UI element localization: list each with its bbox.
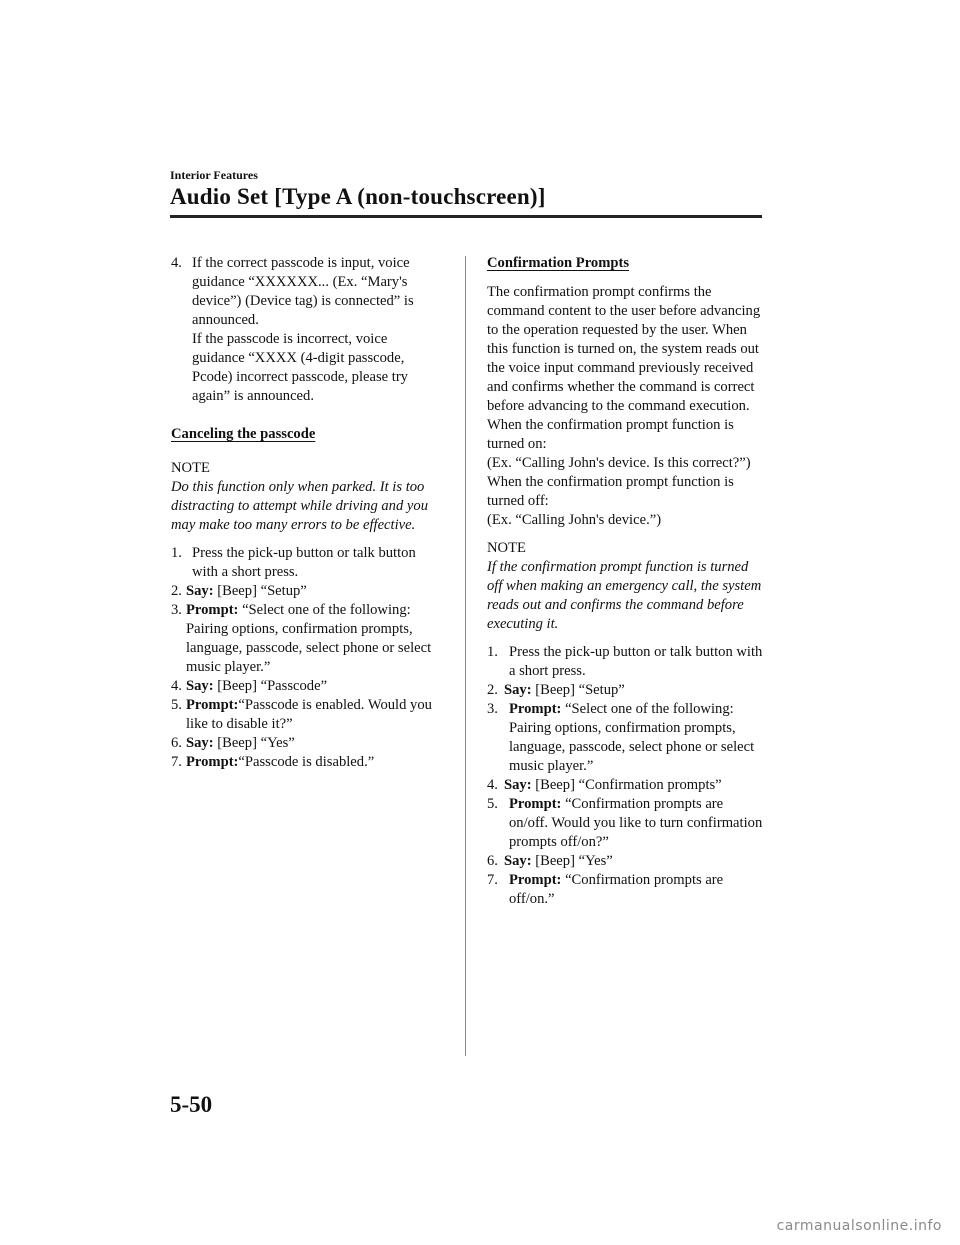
step-number: 3. bbox=[487, 701, 498, 717]
list-item bbox=[171, 582, 443, 601]
step-text-incorrect: If the passcode is incorrect, voice guidance “XXXX (4-digit passcode, Pcode) incorrect passcode, please try again” is announced. bbox=[192, 331, 408, 404]
note-text: If the confirmation prompt function is turned off when making an emergency call, the system reads out and confirms the command before executing it. bbox=[487, 559, 762, 632]
note-text: Do this function only when parked. It is too distracting to attempt while driving and you may make too many errors to be effective. bbox=[171, 479, 428, 533]
step-text: Press the pick-up button or talk button with a short press. bbox=[192, 545, 416, 580]
step-text: [Beep] “Passcode” bbox=[217, 678, 328, 694]
step-label: Say: bbox=[504, 853, 532, 869]
step-number: 5. bbox=[487, 796, 498, 812]
step-label: Say: bbox=[186, 583, 214, 599]
title-rule bbox=[170, 215, 762, 218]
list-item bbox=[487, 643, 763, 681]
step-text: “Passcode is enabled. Would you like to disable it?” bbox=[186, 697, 432, 732]
section-label: Interior Features bbox=[170, 168, 258, 182]
step-text: “Confirmation prompts are off/on.” bbox=[509, 872, 724, 907]
confirmation-steps-list bbox=[487, 643, 763, 909]
step-text: [Beep] “Setup” bbox=[217, 583, 307, 599]
step-label: Prompt: bbox=[509, 796, 562, 812]
canceling-passcode-heading: Canceling the passcode bbox=[171, 426, 316, 442]
step-number: 4. bbox=[487, 777, 498, 793]
step-label: Say: bbox=[186, 678, 214, 694]
list-item bbox=[487, 795, 763, 852]
list-item bbox=[171, 734, 443, 753]
step-label: Prompt: bbox=[186, 602, 239, 618]
step-label: Prompt: bbox=[509, 872, 562, 888]
step-number: 2. bbox=[171, 583, 182, 599]
step-text: [Beep] “Yes” bbox=[217, 735, 295, 751]
left-column bbox=[171, 254, 443, 772]
column-divider bbox=[465, 256, 466, 1056]
note-label: NOTE bbox=[171, 460, 210, 476]
list-item bbox=[487, 700, 763, 776]
step-number: 4. bbox=[171, 678, 182, 694]
step-text: [Beep] “Confirmation prompts” bbox=[535, 777, 722, 793]
step-number: 7. bbox=[171, 754, 182, 770]
step-label: Prompt: bbox=[509, 701, 562, 717]
confirmation-intro: The confirmation prompt confirms the command content to the user before advancing to the operation requested by the user. When this function is turned on, the system reads out the voice input command previously received and confirms whether the command is correct before advancing to the command execution. bbox=[487, 284, 761, 414]
list-item bbox=[171, 696, 443, 734]
note-label: NOTE bbox=[487, 540, 526, 556]
confirmation-off-example: (Ex. “Calling John's device.”) bbox=[487, 512, 662, 528]
step-text: “Confirmation prompts are on/off. Would you like to turn confirmation prompts off/on?” bbox=[509, 796, 763, 850]
step-text: If the correct passcode is input, voice guidance “XXXXXX... (Ex. “Mary's device”) (Device tag) is connected” is announced. bbox=[192, 255, 414, 328]
canceling-steps-list bbox=[171, 544, 443, 772]
list-item bbox=[171, 753, 443, 772]
list-item bbox=[487, 681, 763, 700]
step-number: 6. bbox=[171, 735, 182, 751]
step-number: 1. bbox=[487, 644, 498, 660]
step-label: Say: bbox=[504, 682, 532, 698]
list-item bbox=[487, 776, 763, 795]
step-label: Say: bbox=[504, 777, 532, 793]
confirmation-on-label: When the confirmation prompt function is turned on: bbox=[487, 417, 734, 452]
step-text: “Select one of the following: Pairing options, confirmation prompts, language, passcode, select phone or select music player.” bbox=[509, 701, 755, 774]
right-column bbox=[487, 254, 763, 909]
list-item bbox=[487, 852, 763, 871]
step-number: 3. bbox=[171, 602, 182, 618]
list-item bbox=[171, 601, 443, 677]
step-text: “Select one of the following: Pairing options, confirmation prompts, language, passcode, select phone or select music player.” bbox=[186, 602, 432, 675]
step-number: 6. bbox=[487, 853, 498, 869]
step-number: 7. bbox=[487, 872, 498, 888]
step-label: Say: bbox=[186, 735, 214, 751]
step-number: 4. bbox=[171, 255, 182, 271]
confirmation-on-example: (Ex. “Calling John's device. Is this correct?”) bbox=[487, 455, 751, 471]
list-item bbox=[487, 871, 763, 909]
step-text: “Passcode is disabled.” bbox=[238, 754, 375, 770]
confirmation-off-label: When the confirmation prompt function is turned off: bbox=[487, 474, 734, 509]
watermark-text: carmanualsonline.info bbox=[776, 1218, 942, 1234]
step-text: [Beep] “Yes” bbox=[535, 853, 613, 869]
passcode-step-4 bbox=[171, 254, 443, 406]
list-item bbox=[171, 677, 443, 696]
step-label: Prompt: bbox=[186, 754, 239, 770]
step-number: 5. bbox=[171, 697, 182, 713]
page-title: Audio Set [Type A (non-touchscreen)] bbox=[170, 184, 546, 209]
step-label: Prompt: bbox=[186, 697, 239, 713]
step-text: [Beep] “Setup” bbox=[535, 682, 625, 698]
step-number: 2. bbox=[487, 682, 498, 698]
list-item bbox=[171, 544, 443, 582]
page-number: 5-50 bbox=[170, 1092, 213, 1117]
confirmation-prompts-heading: Confirmation Prompts bbox=[487, 255, 630, 271]
step-text: Press the pick-up button or talk button with a short press. bbox=[509, 644, 763, 679]
step-number: 1. bbox=[171, 545, 182, 561]
